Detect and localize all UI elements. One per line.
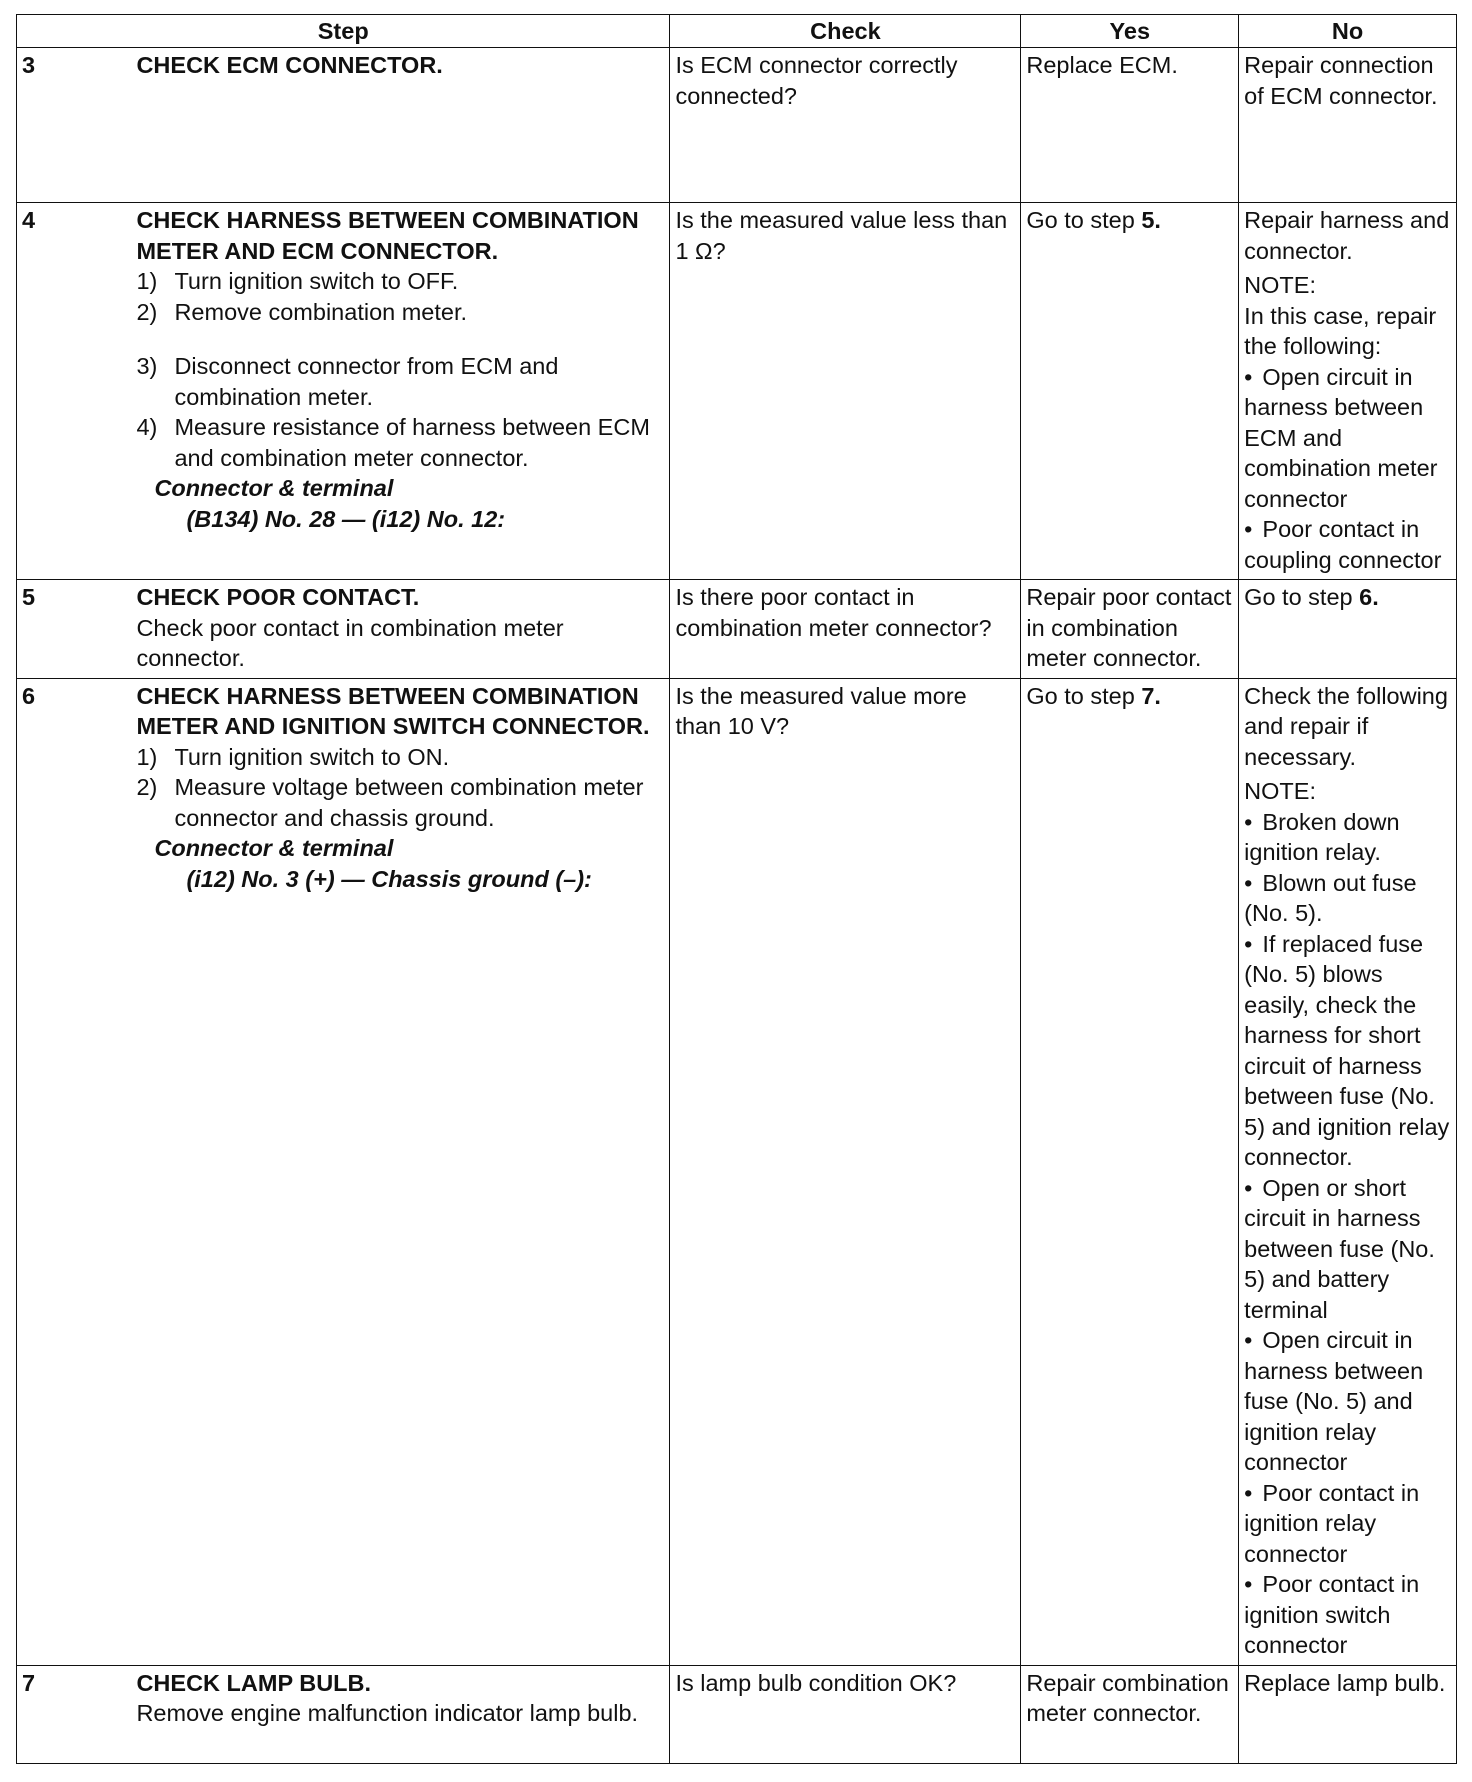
- step-description: [131, 678, 669, 1665]
- note-intro: In this case, repair the following:: [1244, 302, 1437, 359]
- connector-terminal: (i12) No. 3 (+) — Chassis ground (–):: [186, 865, 592, 892]
- step-description: [131, 1665, 669, 1763]
- yes-cell: Repair poor contact in combination meter connector.: [1021, 580, 1239, 679]
- note-item: • Poor contact in ignition switch connector: [1244, 1569, 1451, 1661]
- step-number: 3: [17, 48, 132, 203]
- note-item: • Blown out fuse (No. 5).: [1244, 868, 1451, 929]
- step-reference: 6.: [1359, 584, 1379, 610]
- table-row-step-4: [17, 203, 1457, 580]
- yes-cell: Replace ECM.: [1021, 48, 1239, 203]
- note-item: • Open circuit in harness between ECM and combination meter connector: [1244, 362, 1451, 515]
- spacer: [136, 327, 664, 351]
- table-row-step-3: [17, 48, 1457, 203]
- check-cell: Is ECM connector correctly connected?: [670, 48, 1021, 203]
- diagnostic-table: [16, 14, 1457, 1764]
- no-cell: Go to step 6.: [1239, 580, 1457, 679]
- step-title: CHECK HARNESS BETWEEN COMBINATION METER AND ECM CONNECTOR.: [136, 207, 639, 264]
- step-number: 7: [17, 1665, 132, 1763]
- substep: 3) Disconnect connector from ECM and combination meter.: [136, 353, 559, 410]
- step-title: CHECK ECM CONNECTOR.: [136, 52, 443, 78]
- substep: 2) Measure voltage between combination meter connector and chassis ground.: [136, 774, 644, 831]
- check-header: Check: [670, 15, 1021, 48]
- yes-header: Yes: [1021, 15, 1239, 48]
- substep-list: [136, 742, 664, 834]
- note-label: NOTE:: [1244, 272, 1316, 298]
- step-description: [131, 580, 669, 679]
- no-cell: [1239, 203, 1457, 580]
- no-cell: Replace lamp bulb.: [1239, 1665, 1457, 1763]
- step-number: 5: [17, 580, 132, 679]
- connector-terminal: (B134) No. 28 — (i12) No. 12:: [186, 505, 506, 532]
- step-reference: 7.: [1141, 682, 1161, 709]
- check-cell: Is lamp bulb condition OK?: [670, 1665, 1021, 1763]
- step-reference: 5.: [1141, 207, 1161, 233]
- note-item: • If replaced fuse (No. 5) blows easily, check the harness for short circuit of harness between fuse (No. 5) and ignition relay connector.: [1244, 929, 1451, 1173]
- no-action: Repair harness and connector.: [1244, 207, 1450, 264]
- no-cell: [1239, 678, 1457, 1665]
- step-instruction: Check poor contact in combination meter connector.: [136, 614, 564, 671]
- connector-label: Connector & terminal: [154, 835, 394, 861]
- substep: 4) Measure resistance of harness between ECM and combination meter connector.: [136, 414, 650, 471]
- substep: 2) Remove combination meter.: [136, 298, 468, 325]
- step-instruction: Remove engine malfunction indicator lamp bulb.: [136, 1700, 639, 1726]
- note-item: • Broken down ignition relay.: [1244, 807, 1451, 868]
- step-description: [131, 203, 669, 580]
- note-label: NOTE:: [1244, 778, 1316, 804]
- yes-cell: Go to step 5.: [1021, 203, 1239, 580]
- no-cell: Repair connection of ECM connector.: [1239, 48, 1457, 203]
- check-cell: Is the measured value less than 1 Ω?: [670, 203, 1021, 580]
- step-header: Step: [17, 15, 670, 48]
- no-action: Check the following and repair if necessary.: [1244, 682, 1448, 770]
- header-row: [17, 15, 1457, 48]
- note-item: • Open or short circuit in harness between fuse (No. 5) and battery terminal: [1244, 1173, 1451, 1326]
- yes-cell: Repair combination meter connector.: [1021, 1665, 1239, 1763]
- step-description: [131, 48, 669, 203]
- table-row-step-7: [17, 1665, 1457, 1763]
- note-item: • Poor contact in ignition relay connector: [1244, 1478, 1451, 1570]
- substep: 1) Turn ignition switch to ON.: [136, 743, 450, 770]
- check-cell: Is there poor contact in combination meter connector?: [670, 580, 1021, 679]
- connector-label: Connector & terminal: [154, 475, 394, 501]
- check-cell: Is the measured value more than 10 V?: [670, 678, 1021, 1665]
- step-number: 6: [17, 678, 132, 1665]
- step-title: CHECK POOR CONTACT.: [136, 584, 420, 610]
- table-row-step-6: [17, 678, 1457, 1665]
- step-number: 4: [17, 203, 132, 580]
- substep: 1) Turn ignition switch to OFF.: [136, 268, 459, 294]
- note-item: • Poor contact in coupling connector: [1244, 514, 1451, 575]
- no-header: No: [1239, 15, 1457, 48]
- yes-cell: Go to step 7.: [1021, 678, 1239, 1665]
- note-item: • Open circuit in harness between fuse (No. 5) and ignition relay connector: [1244, 1325, 1451, 1478]
- step-title: CHECK LAMP BULB.: [136, 1669, 372, 1696]
- diagnostic-sheet: [16, 14, 1457, 1764]
- substep-list: [136, 266, 664, 473]
- table-row-step-5: [17, 580, 1457, 679]
- step-title: CHECK HARNESS BETWEEN COMBINATION METER AND IGNITION SWITCH CONNECTOR.: [136, 682, 650, 739]
